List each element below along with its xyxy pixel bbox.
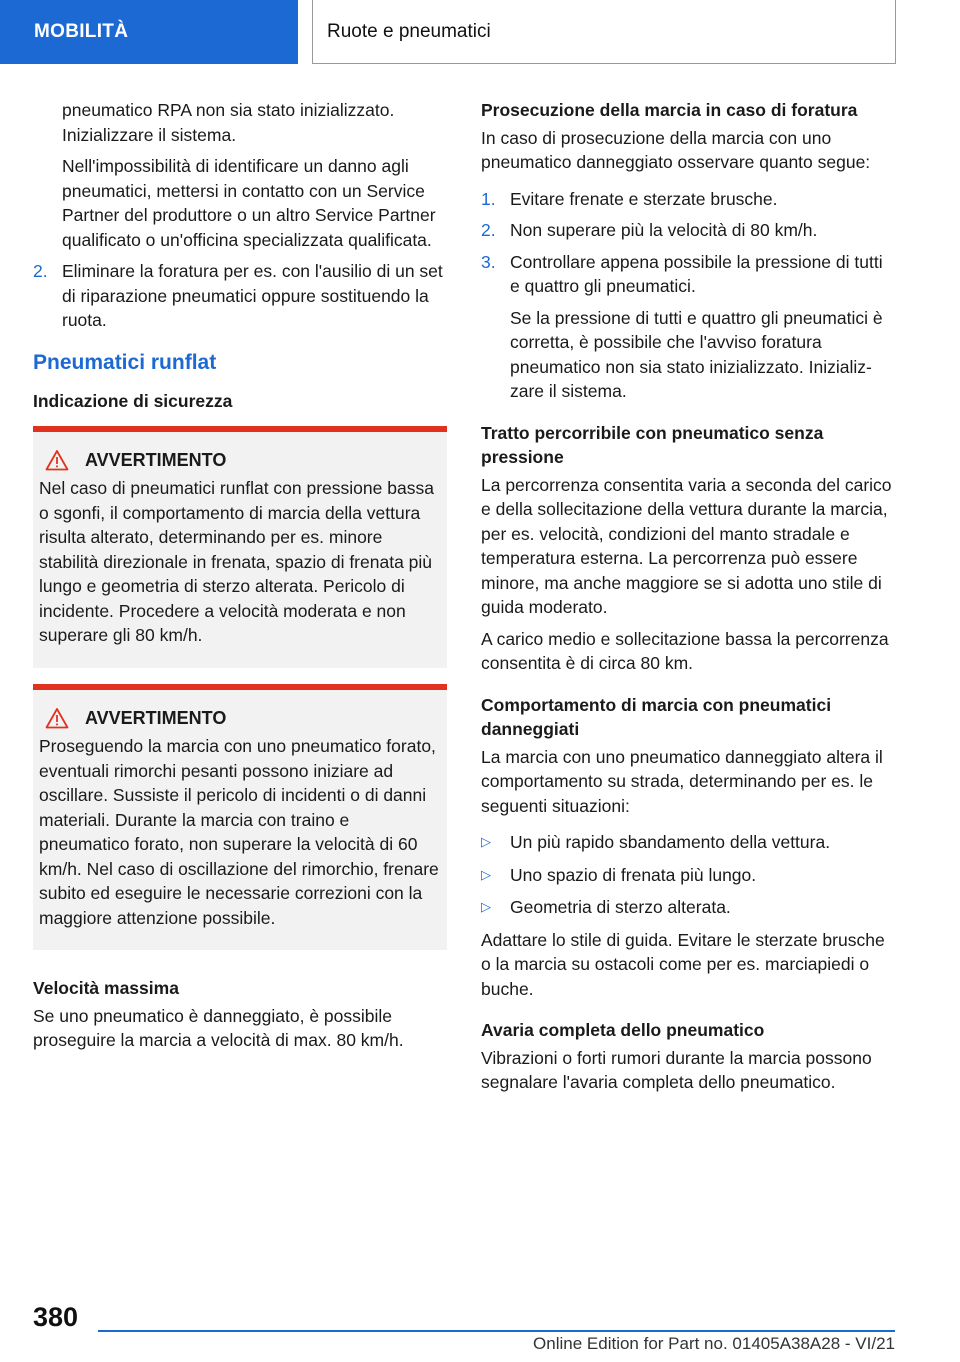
warning-text: Proseguendo la marcia con uno pneumatico forato, eventuali rimorchi pesanti possono iniziare ad oscillare. Sussiste il pericolo di incidenti o di danni materiali. Durante la marcia con traino e pneumatico forato, non superare la velocità di 60 km/h. Nel caso di oscillazione del rimorchio, frenare subito ed eseguire le necessarie correzioni con la maggiore attenzione possibile. [39,736,439,928]
warning-header [39,448,441,473]
list-text: Un più rapido sbandamento della vettura. [510,832,831,852]
warning-title: AVVERTIMENTO [85,707,227,728]
list-number: 1. [481,188,496,209]
chapter-title-text: Ruote e pneumatici [327,20,491,42]
list-item [481,218,895,243]
warning-triangle-icon [45,707,69,729]
warning-box-1 [33,426,447,668]
footer-divider [98,1330,895,1332]
list-item [33,259,447,333]
list-text: Controllare appena possibile la pressione di tutti e quattro gli pneumatici. [510,251,883,296]
footer-edition: Online Edition for Part no. 01405A38A28 - VI/21 [533,1334,895,1353]
continued-paragraph-2: Nell'impossibilità di identificare un danno agli pneumatici, mettersi in contatto con un Service Partner del produttore o un altro Service Partner qualificato o un'officina specializzata qualificata. [62,156,436,250]
distance-paragraph-2: A carico medio e sollecitazione bassa la percorrenza consentita è di circa 80 km. [481,628,889,673]
tire-failure-text: Vibrazioni o forti rumori durante la marcia possono segnalare l'avaria completa dello pneumatico. [481,1047,872,1092]
triangle-bullet-icon: ▷ [481,866,491,882]
behavior-advice: Adattare lo stile di guida. Evitare le sterzate brusche o la marcia su ostacoli come per es. marciapiedi o buche. [481,929,885,999]
warning-box-2 [33,684,447,951]
subheading-behavior: Comportamento di marcia con pneumatici danneggiati [481,694,832,739]
triangle-bullet-icon: ▷ [481,899,491,914]
list-number: 2. [33,261,48,281]
chapter-title [312,0,896,64]
right-column [481,98,895,1102]
subheading-safety: Indicazione di sicurezza [33,391,233,411]
left-column [33,98,447,1060]
section-tab[interactable]: MOBILITÀ [0,0,298,64]
list-item [481,863,895,888]
list-item [481,187,895,212]
warning-title: AVVERTIMENTO [85,449,227,470]
subheading-continue-driving: Prosecuzione della marcia in caso di foratura [481,100,858,120]
warning-triangle-icon [45,449,69,471]
section-heading-runflat: Pneumatici runflat [33,350,217,374]
list-text: Uno spazio di frenata più lungo. [510,864,757,885]
behavior-intro: La marcia con uno pneumatico danneggiato altera il comportamento su strada, determinando per es. le seguenti situazioni: [481,746,883,816]
warning-text: Nel caso di pneumatici runflat con pressione bassa o sgonfi, il comportamento di marcia della vettura risulta alterato, determinando per es. minore stabilità direzionale in frenata, spazio di frenata più lungo e geometria di sterzo alterata. Pericolo di incidente. Procedere a velocità moderata e non superare gli 80 km/h. [39,478,434,645]
step3-note: Se la pressione di tutti e quattro gli pneumatici è corretta, è possibile che l'avviso foratura pneumatico non sia stato inizializzato. Inizializzare il sistema. [510,307,883,401]
subheading-max-speed: Velocità massima [33,978,179,998]
continue-intro: In caso di prosecuzione della marcia con uno pneumatico danneggiato osservare quanto segue: [481,127,871,172]
list-text: Eliminare la foratura per es. con l'ausilio di un set di riparazione pneumatici oppure sostituendo la ruota. [62,261,443,330]
page-number: 380 [33,1302,79,1332]
list-text: Evitare frenate e sterzate brusche. [510,188,778,209]
list-text: Geometria di sterzo alterata. [510,897,731,917]
list-item [481,250,895,299]
list-item [481,830,895,855]
list-number: 2. [481,220,496,240]
distance-paragraph-1: La percorrenza consentita varia a seconda del carico e della sollecitazione della vettura durante la marcia, per es. velocità, condizioni del manto stradale e temperatura esterna. La percorrenza può essere minore, ma anche maggiore se si adotta uno stile di guida moderato. [481,474,892,617]
list-number: 3. [481,251,496,272]
list-item [481,895,895,920]
max-speed-text: Se uno pneumatico è danneggiato, è possibile proseguire la marcia a velocità di max. 80 km/h. [33,1005,404,1050]
triangle-bullet-icon: ▷ [481,834,491,849]
continued-paragraph-1: pneumatico RPA non sia stato inizializzato. Inizializzare il sistema. [62,100,395,145]
subheading-distance: Tratto percorribile con pneumatico senza pressione [481,422,824,467]
subheading-tire-failure: Avaria completa dello pneumatico [481,1020,765,1040]
warning-header [39,706,441,731]
list-text: Non superare più la velocità di 80 km/h. [510,220,818,240]
